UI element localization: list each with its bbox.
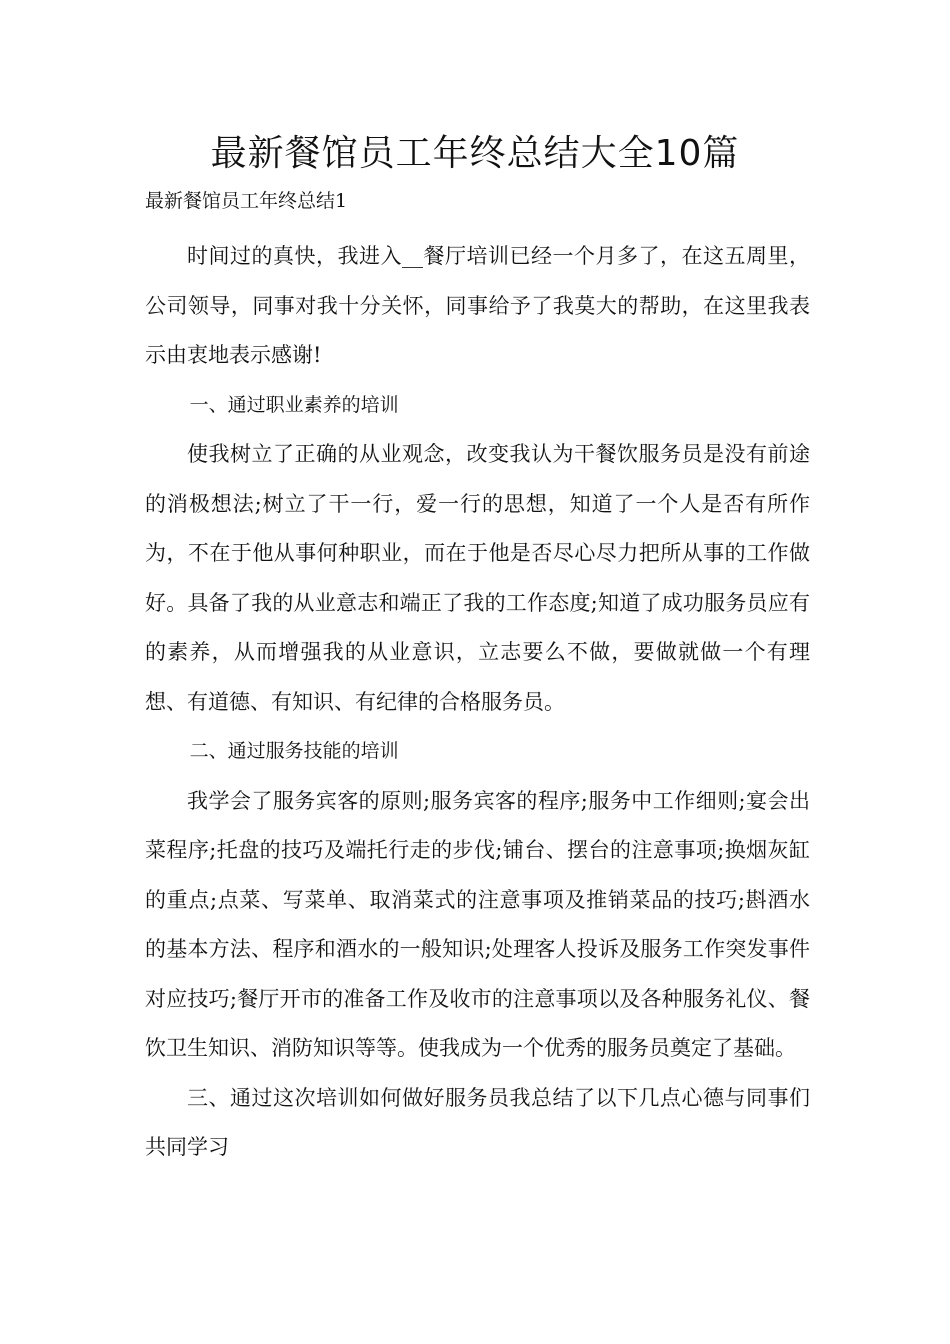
paragraph-intro: 时间过的真快，我进入__餐厅培训已经一个月多了，在这五周里，公司领导，同事对我十分关怀，同事给予了我莫大的帮助，在这里我表示由衷地表示感谢! — [145, 244, 810, 367]
paragraph-section-3: 三、通过这次培训如何做好服务员我总结了以下几点心德与同事们共同学习 — [145, 1085, 810, 1159]
section-heading-2: 二、通过服务技能的培训 — [189, 740, 399, 762]
section-heading-1: 一、通过职业素养的培训 — [189, 393, 399, 416]
document-body — [145, 232, 810, 1173]
paragraph-section-2: 我学会了服务宾客的原则;服务宾客的程序;服务中工作细则;宴会出菜程序;托盘的技巧及端托行走的步伐;铺台、摆台的注意事项;换烟灰缸的重点;点菜、写菜单、取消菜式的注意事项及推销菜品的技巧;斟酒水的基本方法、程序和酒水的一般知识;处理客人投诉及服务工作突发事件对应技巧;餐厅开市的准备工作及收市的注意事项以及各种服务礼仪、餐饮卫生知识、消防知识等等。使我成为一个优秀的服务员奠定了基础。 — [145, 788, 810, 1060]
document-title: 最新餐馆员工年终总结大全10篇 — [210, 133, 740, 174]
paragraph-section-1: 使我树立了正确的从业观念，改变我认为干餐饮服务员是没有前途的消极想法;树立了干一行，爱一行的思想，知道了一个人是否有所作为，不在于他从事何种职业，而在于他是否尽心尽力把所从事的工作做好。具备了我的从业意志和端正了我的工作态度;知道了成功服务员应有的素养，从而增强我的从业意识，立志要么不做，要做就做一个有理想、有道德、有知识、有纪律的合格服务员。 — [145, 442, 810, 714]
document-subtitle: 最新餐馆员工年终总结1 — [145, 190, 348, 212]
